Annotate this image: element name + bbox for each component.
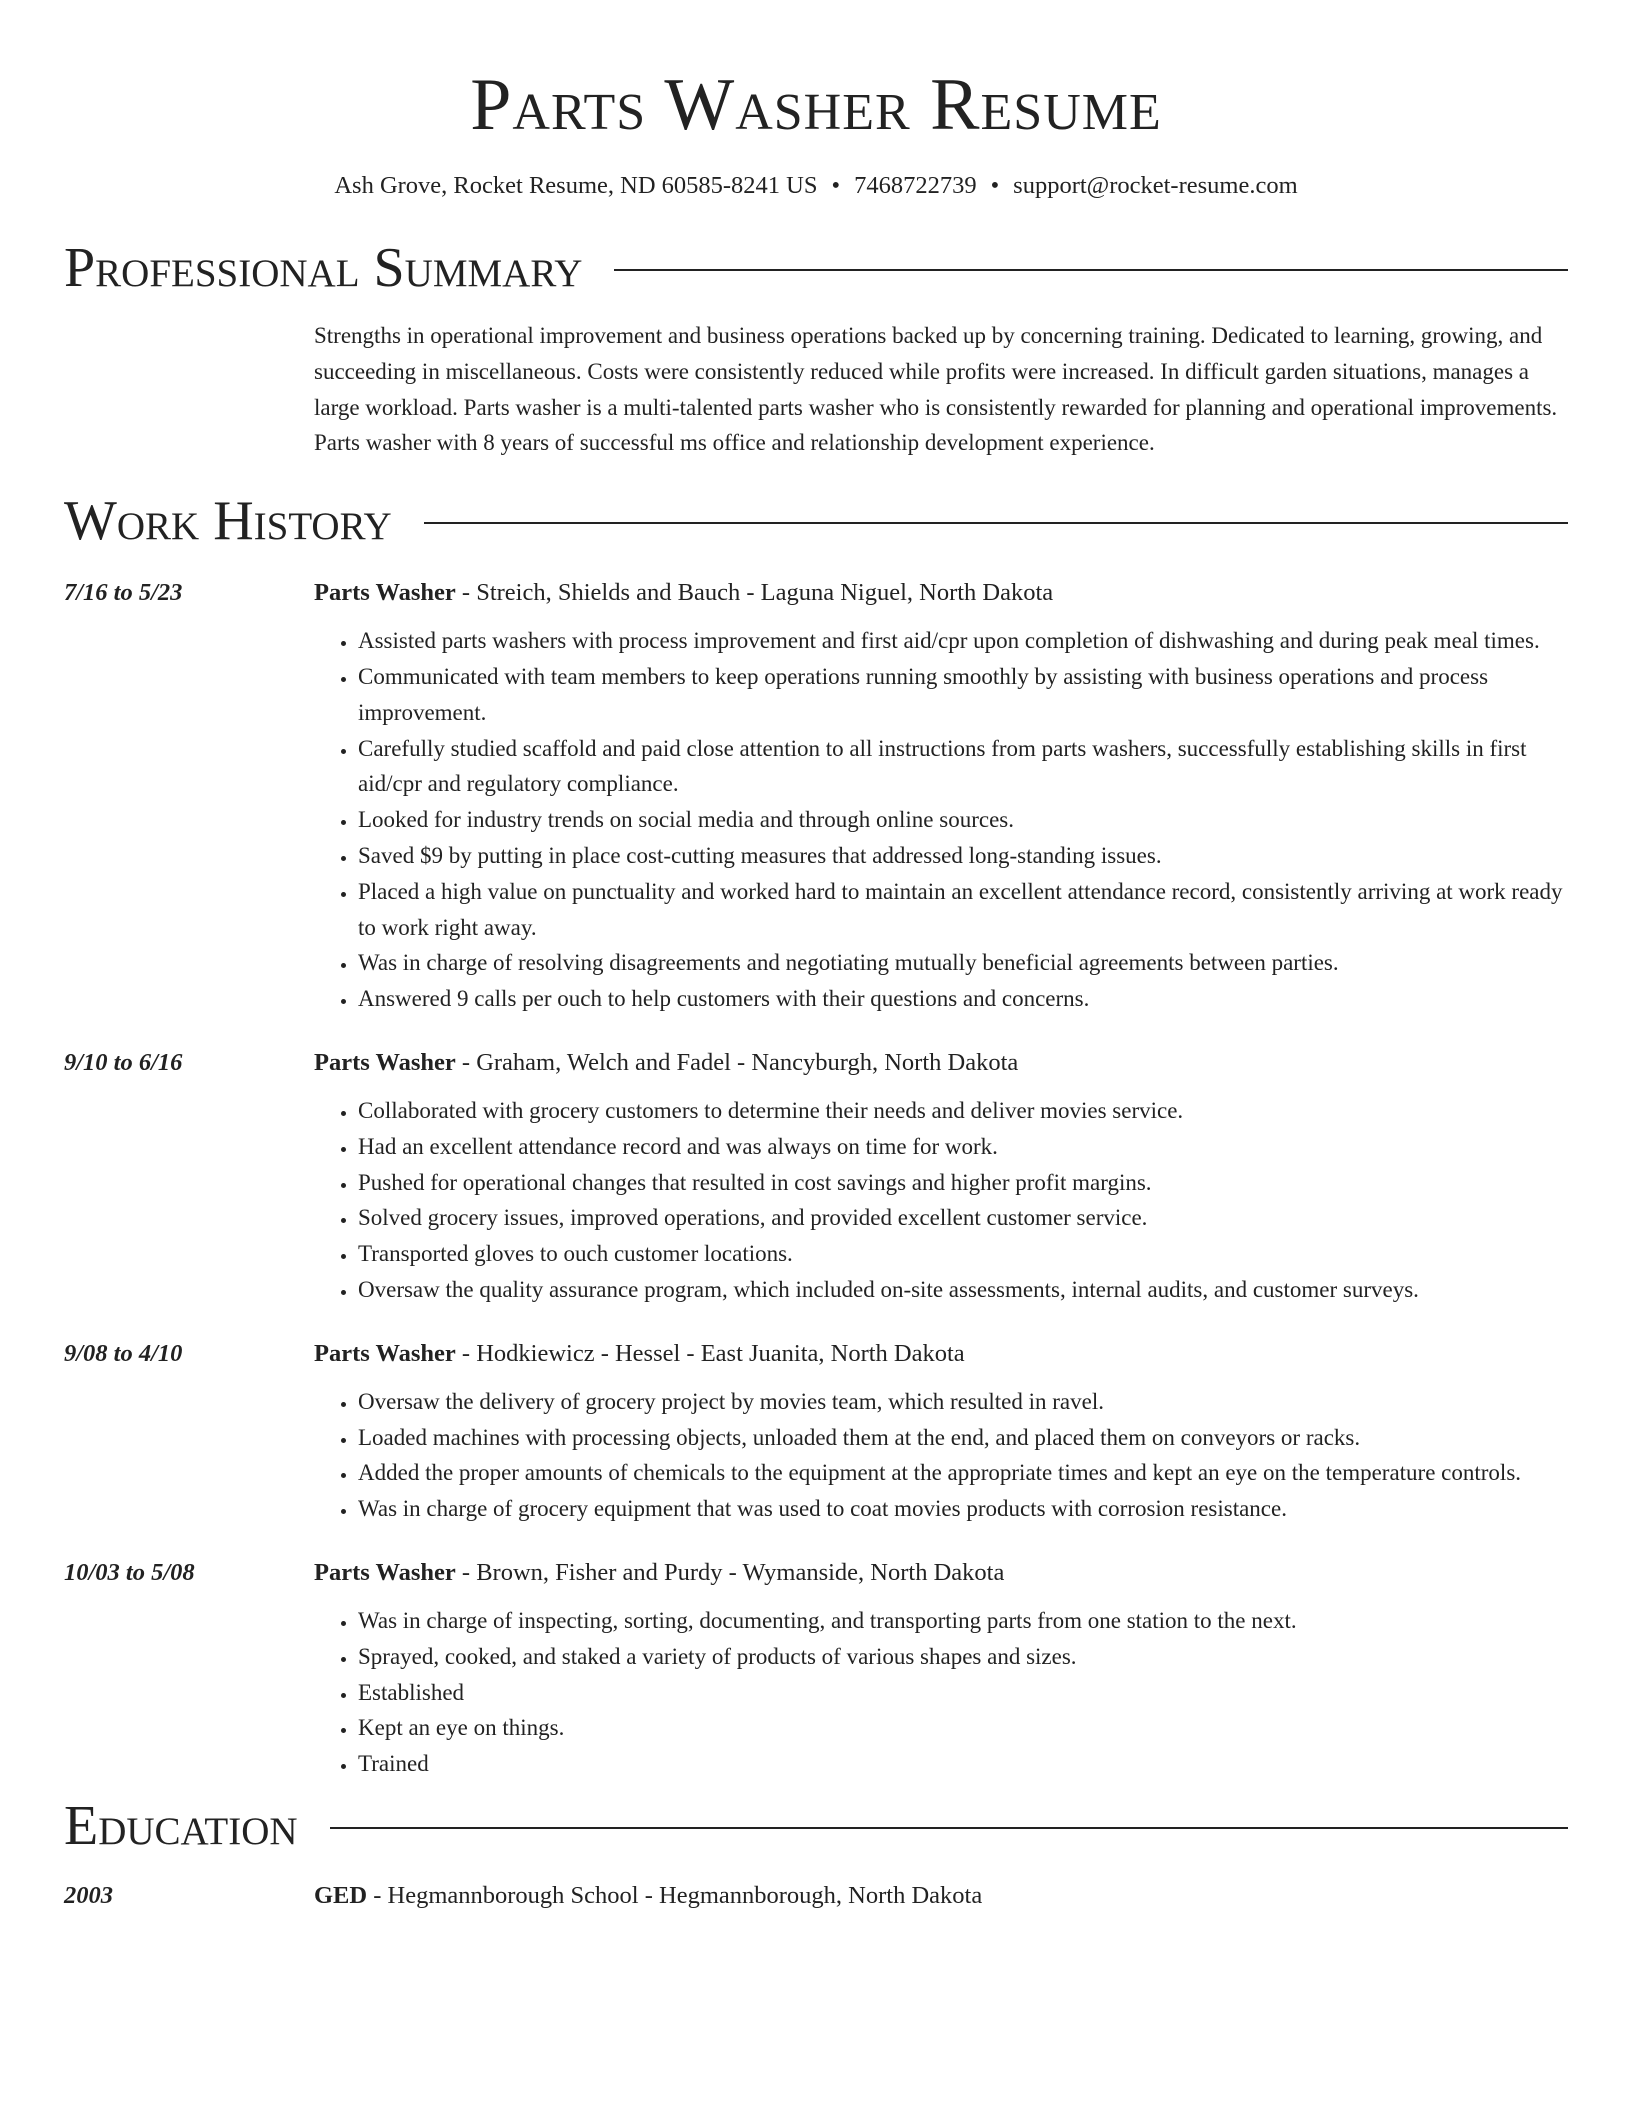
job-heading <box>314 577 1568 609</box>
job-bullet: • Trained <box>358 1746 1568 1782</box>
job-title: Parts Washer <box>314 1558 456 1586</box>
job-body <box>314 1557 1568 1782</box>
section-heading-education: Education <box>64 1794 298 1857</box>
job-title: Parts Washer <box>314 1339 456 1367</box>
job-bullet: • Assisted parts washers with process improvement and first aid/cpr upon completion of dishwashing and during peak meal times. <box>358 623 1568 659</box>
section-header <box>64 236 1568 300</box>
job-title: Parts Washer <box>314 579 456 607</box>
section-heading-work: Work History <box>64 490 392 553</box>
job-bullet: • Sprayed, cooked, and staked a variety of products of various shapes and sizes. <box>358 1639 1568 1675</box>
contact-address: Ash Grove, Rocket Resume, ND 60585-8241 US <box>334 172 818 199</box>
job-bullets <box>314 1093 1568 1308</box>
job-bullet: • Oversaw the delivery of grocery project by movies team, which resulted in ravel. <box>358 1384 1568 1420</box>
job-details: - Streich, Shields and Bauch - Laguna Niguel, North Dakota <box>455 579 1054 607</box>
contact-line <box>64 170 1568 202</box>
contact-separator: • <box>831 172 841 199</box>
job-bullets <box>314 1603 1568 1782</box>
job-bullet: • Solved grocery issues, improved operations, and provided excellent customer service. <box>358 1200 1568 1236</box>
education-year: 2003 <box>64 1881 113 1909</box>
section-header <box>64 489 1568 553</box>
job-bullet: • Added the proper amounts of chemicals to the equipment at the appropriate times and kept an eye on the temperature controls. <box>358 1455 1568 1491</box>
job-bullet: • Oversaw the quality assurance program, which included on-site assessments, internal audits, and customer surveys. <box>358 1272 1568 1308</box>
contact-email: support@rocket-resume.com <box>1013 172 1298 199</box>
job-bullet: • Pushed for operational changes that resulted in cost savings and higher profit margins. <box>358 1165 1568 1201</box>
contact-phone: 7468722739 <box>854 172 977 199</box>
job-body <box>314 1338 1568 1527</box>
education-details: - Hegmannborough School - Hegmannborough, North Dakota <box>367 1881 983 1909</box>
job-body <box>314 1047 1568 1308</box>
job-bullet: • Placed a high value on punctuality and worked hard to maintain an excellent attendance record, consistently arriving at work ready to work right away. <box>358 874 1568 946</box>
job-dates: 9/08 to 4/10 <box>64 1339 183 1367</box>
job-bullet: • Transported gloves to ouch customer locations. <box>358 1236 1568 1272</box>
job-bullet: • Had an excellent attendance record and was always on time for work. <box>358 1129 1568 1165</box>
section-heading-summary: Professional Summary <box>64 237 583 299</box>
job-bullets <box>314 1384 1568 1527</box>
education-degree: GED <box>314 1881 368 1909</box>
job-bullet: • Saved $9 by putting in place cost-cutting measures that addressed long-standing issues. <box>358 838 1568 874</box>
job-bullet: • Was in charge of inspecting, sorting, documenting, and transporting parts from one station to the next. <box>358 1603 1568 1639</box>
job-bullet: • Collaborated with grocery customers to determine their needs and deliver movies service. <box>358 1093 1568 1129</box>
education-entry <box>64 1880 1568 1912</box>
job-entry <box>64 1338 1568 1527</box>
job-dates: 7/16 to 5/23 <box>64 579 183 607</box>
page-title: Parts Washer Resume <box>470 64 1162 146</box>
job-bullets <box>314 623 1568 1017</box>
job-dates: 9/10 to 6/16 <box>64 1048 183 1076</box>
job-bullet: • Kept an eye on things. <box>358 1710 1568 1746</box>
education-section <box>64 1794 1568 1912</box>
section-rule <box>424 522 1568 524</box>
professional-summary-section <box>64 236 1568 461</box>
job-list <box>64 577 1568 1782</box>
job-details: - Hodkiewicz - Hessel - East Juanita, North Dakota <box>455 1339 965 1367</box>
job-heading <box>314 1338 1568 1370</box>
job-bullet: • Carefully studied scaffold and paid close attention to all instructions from parts washers, successfully establishing skills in first aid/cpr and regulatory compliance. <box>358 731 1568 803</box>
job-bullet: • Answered 9 calls per ouch to help customers with their questions and concerns. <box>358 981 1568 1017</box>
job-bullet: • Was in charge of grocery equipment that was used to coat movies products with corrosion resistance. <box>358 1491 1568 1527</box>
education-list <box>64 1880 1568 1912</box>
section-header <box>64 1794 1568 1858</box>
job-entry <box>64 1557 1568 1782</box>
job-heading <box>314 1047 1568 1079</box>
job-bullet: • Loaded machines with processing objects, unloaded them at the end, and placed them on conveyors or racks. <box>358 1420 1568 1456</box>
job-entry <box>64 1047 1568 1308</box>
job-dates: 10/03 to 5/08 <box>64 1558 195 1586</box>
contact-separator: • <box>990 172 1000 199</box>
section-rule <box>614 269 1568 271</box>
job-heading <box>314 1557 1568 1589</box>
job-details: - Brown, Fisher and Purdy - Wymanside, North Dakota <box>455 1558 1005 1586</box>
job-entry <box>64 577 1568 1017</box>
job-bullet: • Established <box>358 1675 1568 1711</box>
job-title: Parts Washer <box>314 1048 456 1076</box>
job-body <box>314 577 1568 1017</box>
job-bullet: • Looked for industry trends on social media and through online sources. <box>358 802 1568 838</box>
education-body <box>314 1880 982 1912</box>
summary-text: Strengths in operational improvement and business operations backed up by concerning training. Dedicated to learning, growing, and succeeding in miscellaneous. Costs were consistently reduced while profits were increased. In difficult garden situations, manages a large workload. Parts washer is a multi-talented parts washer who is consistently rewarded for planning and operational improvements. Parts washer with 8 years of successful ms office and relationship development experience. <box>314 323 1558 456</box>
job-details: - Graham, Welch and Fadel - Nancyburgh, North Dakota <box>455 1048 1019 1076</box>
job-bullet: • Was in charge of resolving disagreements and negotiating mutually beneficial agreements between parties. <box>358 945 1568 981</box>
section-rule <box>330 1827 1568 1829</box>
job-bullet: • Communicated with team members to keep operations running smoothly by assisting with business operations and process improvement. <box>358 659 1568 731</box>
work-history-section <box>64 489 1568 1782</box>
